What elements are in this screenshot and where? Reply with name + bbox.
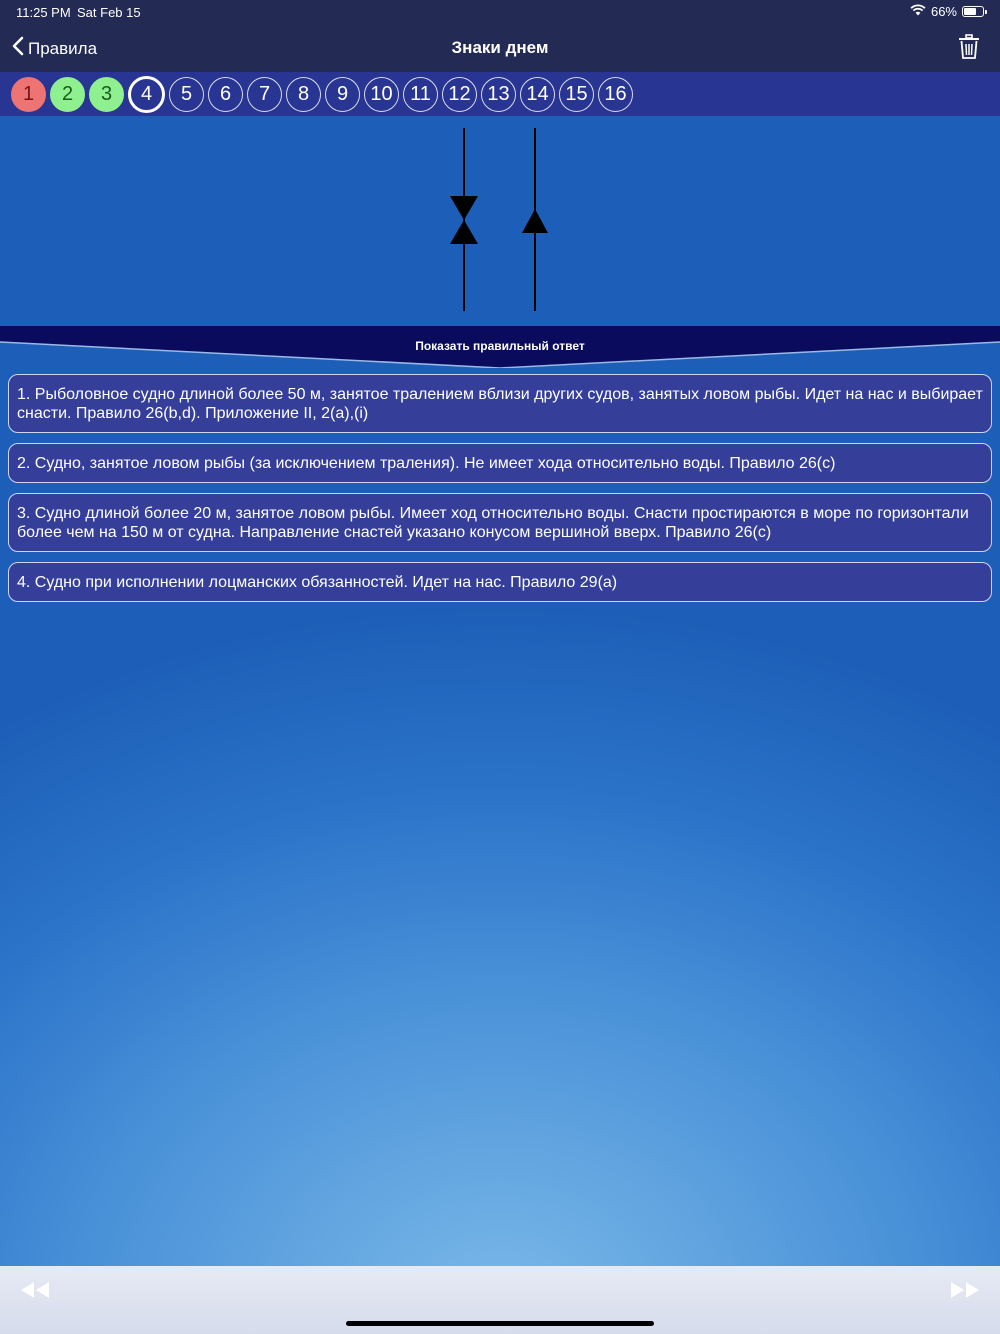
bottom-toolbar bbox=[0, 1266, 1000, 1334]
trash-icon bbox=[958, 47, 980, 64]
answer-list bbox=[8, 374, 992, 612]
answer-option-2[interactable]: 2. Судно, занятое ловом рыбы (за исключением траления). Не имеет хода относительно воды. Правило 26(c) bbox=[8, 443, 992, 483]
next-button[interactable] bbox=[950, 1280, 980, 1305]
question-2-button[interactable]: 2 bbox=[50, 77, 85, 112]
show-answer-label: Показать правильный ответ bbox=[415, 339, 585, 353]
rewind-icon bbox=[20, 1287, 50, 1304]
question-14-button[interactable]: 14 bbox=[520, 77, 555, 112]
question-4-button[interactable]: 4 bbox=[128, 76, 165, 113]
status-bar bbox=[0, 0, 1000, 24]
question-13-button[interactable]: 13 bbox=[481, 77, 516, 112]
question-9-button[interactable]: 9 bbox=[325, 77, 360, 112]
status-date: Sat Feb 15 bbox=[77, 5, 141, 20]
cone-down-shape bbox=[450, 196, 478, 220]
trash-button[interactable] bbox=[958, 34, 980, 65]
page-title: Знаки днем bbox=[451, 38, 549, 57]
answer-option-4[interactable]: 4. Судно при исполнении лоцманских обязанностей. Идет на нас. Правило 29(a) bbox=[8, 562, 992, 602]
question-15-button[interactable]: 15 bbox=[559, 77, 594, 112]
back-label: Правила bbox=[28, 38, 98, 58]
status-right bbox=[910, 4, 984, 19]
navigation-bar bbox=[0, 24, 1000, 72]
day-signal-figure bbox=[0, 116, 1000, 326]
question-5-button[interactable]: 5 bbox=[169, 77, 204, 112]
question-selector bbox=[0, 72, 1000, 116]
battery-percent: 66% bbox=[930, 4, 957, 19]
answer-option-3[interactable]: 3. Судно длиной более 20 м, занятое ловом рыбы. Имеет ход относительно воды. Снасти простираются в море по горизонтали более чем на 150 м от судна. Направление снастей указано конусом вершиной вверх. Правило 26(c) bbox=[8, 493, 992, 552]
question-1-button[interactable]: 1 bbox=[11, 77, 46, 112]
question-6-button[interactable]: 6 bbox=[208, 77, 243, 112]
question-11-button[interactable]: 11 bbox=[403, 77, 438, 112]
question-7-button[interactable]: 7 bbox=[247, 77, 282, 112]
question-8-button[interactable]: 8 bbox=[286, 77, 321, 112]
status-time: 11:25 PM bbox=[16, 5, 71, 20]
answer-option-1[interactable]: 1. Рыболовное судно длиной более 50 м, занятое тралением вблизи других судов, занятых ловом рыбы. Идет на нас и выбирает снасти. Правило 26(b,d). Приложение II, 2(a),(i) bbox=[8, 374, 992, 433]
question-3-button[interactable]: 3 bbox=[89, 77, 124, 112]
question-16-button[interactable]: 16 bbox=[598, 77, 633, 112]
previous-button[interactable] bbox=[20, 1280, 50, 1305]
wifi-icon bbox=[910, 4, 926, 19]
battery-icon bbox=[962, 6, 984, 17]
home-indicator bbox=[346, 1321, 654, 1326]
cone-up-shape bbox=[450, 220, 478, 244]
question-10-button[interactable]: 10 bbox=[364, 77, 399, 112]
fast-forward-icon bbox=[950, 1287, 980, 1304]
question-12-button[interactable]: 12 bbox=[442, 77, 477, 112]
single-cone-up-shape bbox=[522, 209, 548, 233]
show-answer-button[interactable] bbox=[0, 326, 1000, 368]
